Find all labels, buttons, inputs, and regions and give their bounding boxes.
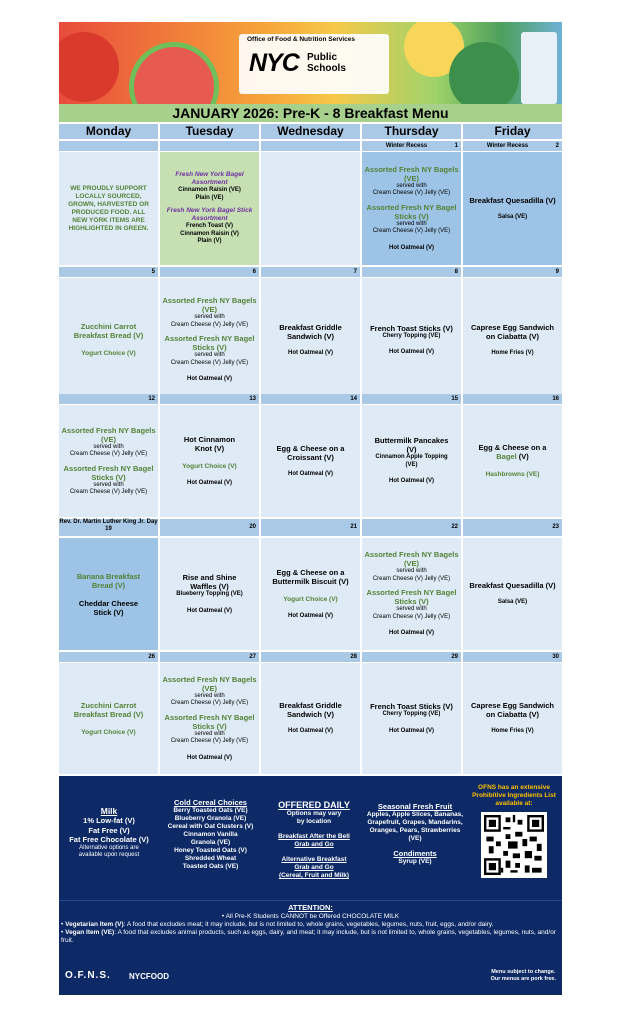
menu-cell	[59, 663, 158, 774]
date-bar	[261, 267, 360, 277]
date-number: 5	[151, 269, 155, 275]
menu-item: Caprese Egg Sandwich on Ciabatta (V)	[471, 322, 554, 341]
apple-illustration	[59, 32, 119, 102]
menu-item: Banana Breakfast Bread (V)	[76, 571, 141, 590]
date-bar	[463, 141, 562, 151]
disclaimer-line: Menu subject to change.	[491, 969, 556, 975]
menu-item: Assorted Fresh NY Bagels (VE)	[162, 674, 257, 693]
day-header-tuesday: Tuesday	[160, 124, 259, 139]
menu-item: Salsa (VE)	[497, 213, 528, 220]
menu-item: served with	[396, 568, 427, 575]
menu-item: Yogurt Choice (V)	[81, 728, 136, 736]
menu-item: Hot Oatmeal (V)	[186, 376, 232, 383]
menu-item: Zucchini Carrot Breakfast Bread (V)	[73, 322, 144, 340]
footer-panel	[59, 776, 562, 900]
menu-cell	[362, 278, 461, 402]
menu-item: served with	[396, 606, 427, 613]
menu-item: served with	[194, 314, 225, 321]
menu-item-suffix: (V)	[518, 452, 529, 461]
milk-item: 1% Low-fat (V)	[83, 816, 135, 825]
vegan-label: Vegan Item (VE)	[65, 929, 115, 936]
date-number: 15	[451, 396, 458, 402]
date-number: 23	[552, 524, 559, 530]
menu-item: served with	[93, 481, 124, 488]
menu-item: Cream Cheese (V) Jelly (VE)	[372, 575, 451, 582]
date-bar	[160, 519, 259, 536]
menu-page	[59, 22, 562, 995]
menu-cell	[59, 278, 158, 402]
menu-cell	[261, 405, 360, 517]
menu-item: Breakfast Griddle Sandwich (V)	[279, 701, 342, 720]
milk-note: Alternative options are available upon request	[78, 844, 140, 858]
date-bar	[463, 519, 562, 536]
menu-item: Breakfast Quesadilla (V)	[469, 195, 556, 205]
date-bar	[261, 394, 360, 404]
offered-daily-item: Grab and Go	[294, 841, 334, 848]
menu-item: Hot Oatmeal (V)	[388, 244, 434, 251]
menu-item: Cream Cheese (V) Jelly (VE)	[170, 359, 249, 366]
date-number: 20	[249, 524, 256, 530]
cereal-section	[159, 798, 262, 871]
menu-item: Hot Oatmeal (V)	[287, 470, 333, 477]
nycfood-logo: NYCFOOD	[129, 972, 169, 981]
menu-item: served with	[194, 692, 225, 699]
menu-cell	[261, 278, 360, 402]
nyc-logo: NYC	[249, 49, 299, 77]
date-number: 7	[353, 269, 357, 275]
menu-item: served with	[93, 443, 124, 450]
milk-item: Fat Free (V)	[88, 825, 130, 835]
menu-item: Hot Oatmeal (V)	[287, 728, 333, 735]
date-bar	[160, 267, 259, 277]
cereal-item: Cinnamon Vanilla	[183, 831, 238, 838]
menu-item: Assorted Fresh NY Bagels (VE)	[61, 425, 156, 444]
menu-item-line	[496, 452, 529, 461]
menu-item: Assorted Fresh NY Bagel Sticks (V)	[366, 202, 457, 221]
menu-item: Cherry Topping (VE)	[382, 711, 441, 717]
menu-item: Yogurt Choice (V)	[81, 350, 136, 357]
menu-cell	[362, 663, 461, 774]
menu-cell	[160, 405, 259, 517]
date-number: 8	[454, 269, 458, 275]
menu-item: Cream Cheese (V) Jelly (VE)	[170, 321, 249, 328]
header-banner	[59, 22, 562, 104]
menu-item: Rise and Shine Waffles (V)	[182, 573, 237, 591]
menu-item: Hashbrowns (VE)	[485, 471, 540, 478]
menu-item: Breakfast Quesadilla (V)	[469, 581, 556, 591]
disclaimer-line: Our menus are pork free.	[490, 976, 556, 982]
menu-cell	[463, 152, 562, 265]
menu-item: Plain (VE)	[195, 194, 224, 201]
date-number: 21	[350, 524, 357, 530]
date-number: 14	[350, 396, 357, 402]
date-number: 27	[249, 654, 256, 660]
day-header-thursday: Thursday	[362, 124, 461, 139]
cereal-item: Blueberry Granola (VE)	[174, 815, 247, 822]
cereal-item: Honey Toasted Oats (V)	[174, 847, 247, 854]
menu-item: Fresh New York Bagel Assortment	[175, 171, 244, 187]
date-bar	[59, 267, 158, 277]
menu-item: Hot Oatmeal (V)	[287, 612, 333, 619]
date-bar	[362, 652, 461, 662]
menu-item: Cream Cheese (V) Jelly (VE)	[69, 489, 148, 495]
date-bar	[362, 267, 461, 277]
date-bar	[463, 267, 562, 277]
date-number: 19	[105, 526, 112, 532]
menu-cell	[160, 152, 259, 265]
date-bar	[362, 394, 461, 404]
watermelon-illustration	[129, 42, 219, 104]
menu-item: Cinnamon Raisin (VE)	[178, 187, 241, 194]
menu-item: Hot Oatmeal (V)	[388, 727, 434, 734]
menu-item: Plain (V)	[197, 238, 222, 245]
date-label: Rev. Dr. Martin Luther King Jr. Day	[59, 519, 158, 525]
date-number: 28	[350, 654, 357, 660]
cereal-title: Cold Cereal Choices	[174, 798, 247, 807]
attention-line-text: All Pre-K Students CANNOT be Offered CHOCOLATE MILK	[225, 913, 400, 920]
menu-cell	[362, 538, 461, 650]
menu-cell	[59, 538, 158, 650]
menu-item: Buttermilk Pancakes (V)	[374, 436, 449, 455]
menu-item: Assorted Fresh NY Bagel Sticks (V)	[164, 712, 255, 731]
menu-cell	[261, 152, 360, 265]
qr-code-icon	[484, 815, 544, 875]
date-number: 6	[252, 269, 256, 275]
day-header-monday: Monday	[59, 124, 158, 139]
menu-item: Yogurt Choice (V)	[283, 595, 338, 603]
menu-item: Assorted Fresh NY Bagel Sticks (V)	[164, 334, 255, 353]
menu-disclaimer	[491, 969, 556, 983]
org-name: Office of Food & Nutrition Services	[247, 36, 355, 43]
menu-item: Hot Cinnamon Knot (V)	[183, 434, 236, 453]
menu-cell	[160, 663, 259, 774]
qr-code[interactable]	[481, 812, 547, 878]
menu-item: Cream Cheese (V) Jelly (VE)	[170, 700, 249, 707]
date-number: 26	[148, 654, 155, 660]
date-bar	[59, 141, 158, 151]
menu-item: Cream Cheese (V) Jelly (VE)	[372, 613, 451, 620]
date-number: 30	[552, 654, 559, 660]
date-number: 29	[451, 654, 458, 660]
menu-item: Blueberry Topping (VE)	[176, 591, 243, 597]
menu-item: Breakfast Griddle Sandwich (V)	[279, 322, 342, 341]
menu-item: served with	[194, 730, 225, 737]
date-number: 12	[148, 396, 155, 402]
menu-item: Hot Oatmeal (V)	[186, 479, 232, 486]
menu-item: served with	[396, 220, 427, 227]
menu-item: Hot Oatmeal (V)	[388, 478, 434, 485]
menu-item: Assorted Fresh NY Bagels (VE)	[364, 550, 459, 569]
menu-item: Hot Oatmeal (V)	[388, 349, 434, 355]
date-bar	[261, 519, 360, 536]
menu-item: Cream Cheese (V) Jelly (VE)	[69, 451, 148, 457]
offered-daily-item: Alternative Breakfast	[281, 856, 347, 863]
milk-section	[61, 806, 157, 860]
vegan-text: : A food that excludes animal products, such as eggs, dairy, and meat; it may include, but is not limited to, whole grains, vegetables, legumes, nuts, and/or fruit.	[61, 929, 556, 944]
date-number: 1	[454, 143, 458, 149]
date-bar	[463, 394, 562, 404]
offered-daily-section	[265, 800, 363, 880]
date-number: 22	[451, 524, 458, 530]
offered-daily-title: OFFERED DAILY	[278, 800, 350, 810]
menu-cell	[261, 663, 360, 774]
ofns-logo: O.F.N.S.	[65, 970, 111, 981]
bottom-bar	[59, 958, 562, 995]
menu-item: Hot Oatmeal (V)	[186, 754, 232, 761]
condiments-title: Condiments	[393, 849, 437, 858]
date-label: Winter Recess	[385, 143, 428, 149]
menu-cell	[463, 663, 562, 774]
menu-item: Home Fries (V)	[491, 349, 534, 356]
menu-item: French Toast (V)	[186, 223, 233, 230]
date-bar	[261, 141, 360, 151]
fruit-title: Seasonal Fresh Fruit	[377, 802, 453, 811]
menu-cell	[160, 278, 259, 402]
menu-item: Salsa (VE)	[497, 599, 528, 606]
menu-item: Egg & Cheese on a Croissant (V)	[276, 443, 345, 462]
menu-item: Hot Oatmeal (V)	[388, 630, 434, 637]
vegetarian-text: : A food that excludes meat; it may include, but is not limited to, whole grains, vegetables, legumes, nuts, fruit, eggs, and/or dairy.	[123, 921, 494, 928]
cereal-item: Toasted Oats (VE)	[182, 863, 239, 870]
menu-cell	[160, 538, 259, 650]
cereal-item: Granola (VE)	[190, 839, 231, 846]
day-header-friday: Friday	[463, 124, 562, 139]
day-header-wednesday: Wednesday	[261, 124, 360, 139]
attention-panel	[59, 900, 562, 958]
cereal-item: Shredded Wheat	[184, 855, 237, 862]
offered-daily-sub: Options may vary by location	[286, 810, 342, 825]
fruit-items: Apples, Apple Slices, Bananas, Grapefruit, Grapes, Mandarins, Oranges, Pears, Strawberries (VE)	[366, 811, 464, 842]
menu-item: Assorted Fresh NY Bagels (VE)	[364, 164, 459, 183]
menu-item: Assorted Fresh NY Bagel Sticks (V)	[366, 588, 457, 607]
menu-item: served with	[396, 182, 427, 189]
menu-item: Home Fries (V)	[491, 728, 534, 735]
menu-cell	[463, 278, 562, 402]
menu-item: Cream Cheese (V) Jelly (VE)	[372, 228, 451, 235]
menu-item: Assorted Fresh NY Bagels (VE)	[162, 296, 257, 315]
menu-item: Egg & Cheese on a Buttermilk Biscuit (V)	[272, 567, 349, 586]
broccoli-illustration	[449, 42, 519, 104]
fruit-section	[365, 802, 465, 866]
menu-item: French Toast Sticks (V)	[370, 323, 453, 333]
date-bar	[160, 652, 259, 662]
menu-item: Cinnamon Apple Topping (VE)	[375, 454, 448, 468]
cereal-item: Berry Toasted Oats (VE)	[173, 807, 248, 814]
menu-item: Egg & Cheese on a	[478, 443, 547, 452]
menu-item: Caprese Egg Sandwich on Ciabatta (V)	[471, 701, 554, 720]
menu-item: Cheddar Cheese Stick (V)	[78, 598, 139, 617]
menu-cell	[362, 405, 461, 517]
milk-title: Milk	[100, 806, 118, 816]
condiments-item: Syrup (VE)	[398, 858, 432, 865]
menu-cell	[362, 152, 461, 265]
public-schools-logo: Public Schools	[307, 52, 346, 74]
bagel-highlight: Bagel	[496, 452, 517, 461]
milk-item: Fat Free Chocolate (V)	[69, 835, 149, 844]
date-bar	[362, 141, 461, 151]
menu-cell	[59, 405, 158, 517]
date-bar	[160, 141, 259, 151]
menu-item: Fresh New York Bagel Stick Assortment	[166, 207, 253, 223]
menu-cell	[59, 152, 158, 265]
attention-title: ATTENTION:	[288, 903, 333, 912]
menu-cell	[261, 538, 360, 650]
vegetarian-definition: • Vegetarian Item (V): A food that excludes meat; it may include, but is not limited to, whole grains, vegetables, legumes, nuts, fruit, eggs, and/or dairy.	[61, 921, 494, 928]
menu-item: served with	[194, 352, 225, 359]
vegan-definition: • Vegan Item (VE): A food that excludes animal products, such as eggs, dairy, and meat; it may include, but is not limited to, whole grains, vegetables, legumes, nuts, and/or fruit.	[61, 929, 556, 944]
date-number: 9	[555, 269, 559, 275]
date-number: 13	[249, 396, 256, 402]
menu-item: Yogurt Choice (V)	[182, 462, 237, 470]
date-bar	[463, 652, 562, 662]
ofns-note: OFNS has an extensive Prohibitive Ingredients List available at:	[472, 784, 556, 807]
menu-item: Cream Cheese (V) Jelly (VE)	[170, 738, 249, 745]
date-bar	[160, 394, 259, 404]
menu-item: Assorted Fresh NY Bagel Sticks (V)	[63, 463, 154, 482]
menu-item: Hot Oatmeal (V)	[287, 349, 333, 356]
date-bar	[261, 652, 360, 662]
cereal-item: Cereal with Oat Clusters (V)	[167, 823, 254, 830]
menu-item: Cinnamon Raisin (V)	[180, 230, 239, 237]
date-number: 16	[552, 396, 559, 402]
date-bar	[59, 652, 158, 662]
menu-item: Cream Cheese (V) Jelly (VE)	[372, 190, 451, 197]
milk-carton-illustration	[521, 32, 557, 104]
attention-line: • All Pre-K Students CANNOT be Offered CHOCOLATE MILK	[221, 913, 400, 920]
menu-item: French Toast Sticks (V)	[370, 702, 453, 711]
menu-cell	[463, 405, 562, 517]
menu-item: Cherry Topping (VE)	[382, 332, 441, 339]
page-title: JANUARY 2026: Pre-K - 8 Breakfast Menu	[59, 104, 562, 122]
offered-daily-item: Breakfast After the Bell	[278, 833, 350, 840]
date-label: Winter Recess	[486, 143, 529, 149]
local-food-note: WE PROUDLY SUPPORT LOCALLY SOURCED, GROWN, HARVESTED OR PRODUCED FOOD. ALL NEW YORK ITEMS ARE HIGHLIGHTED IN GREEN.	[68, 184, 149, 232]
offered-daily-item: (Cereal, Fruit and Milk)	[278, 872, 350, 879]
vegetarian-label: Vegetarian Item (V)	[65, 921, 124, 928]
date-bar	[59, 394, 158, 404]
date-bar	[362, 519, 461, 536]
menu-item: Hot Oatmeal (V)	[186, 607, 232, 614]
offered-daily-item: Grab and Go	[294, 864, 334, 871]
menu-cell	[463, 538, 562, 650]
date-bar	[59, 519, 158, 536]
menu-item: Zucchini Carrot Breakfast Bread (V)	[73, 700, 144, 719]
date-number: 2	[555, 143, 559, 149]
